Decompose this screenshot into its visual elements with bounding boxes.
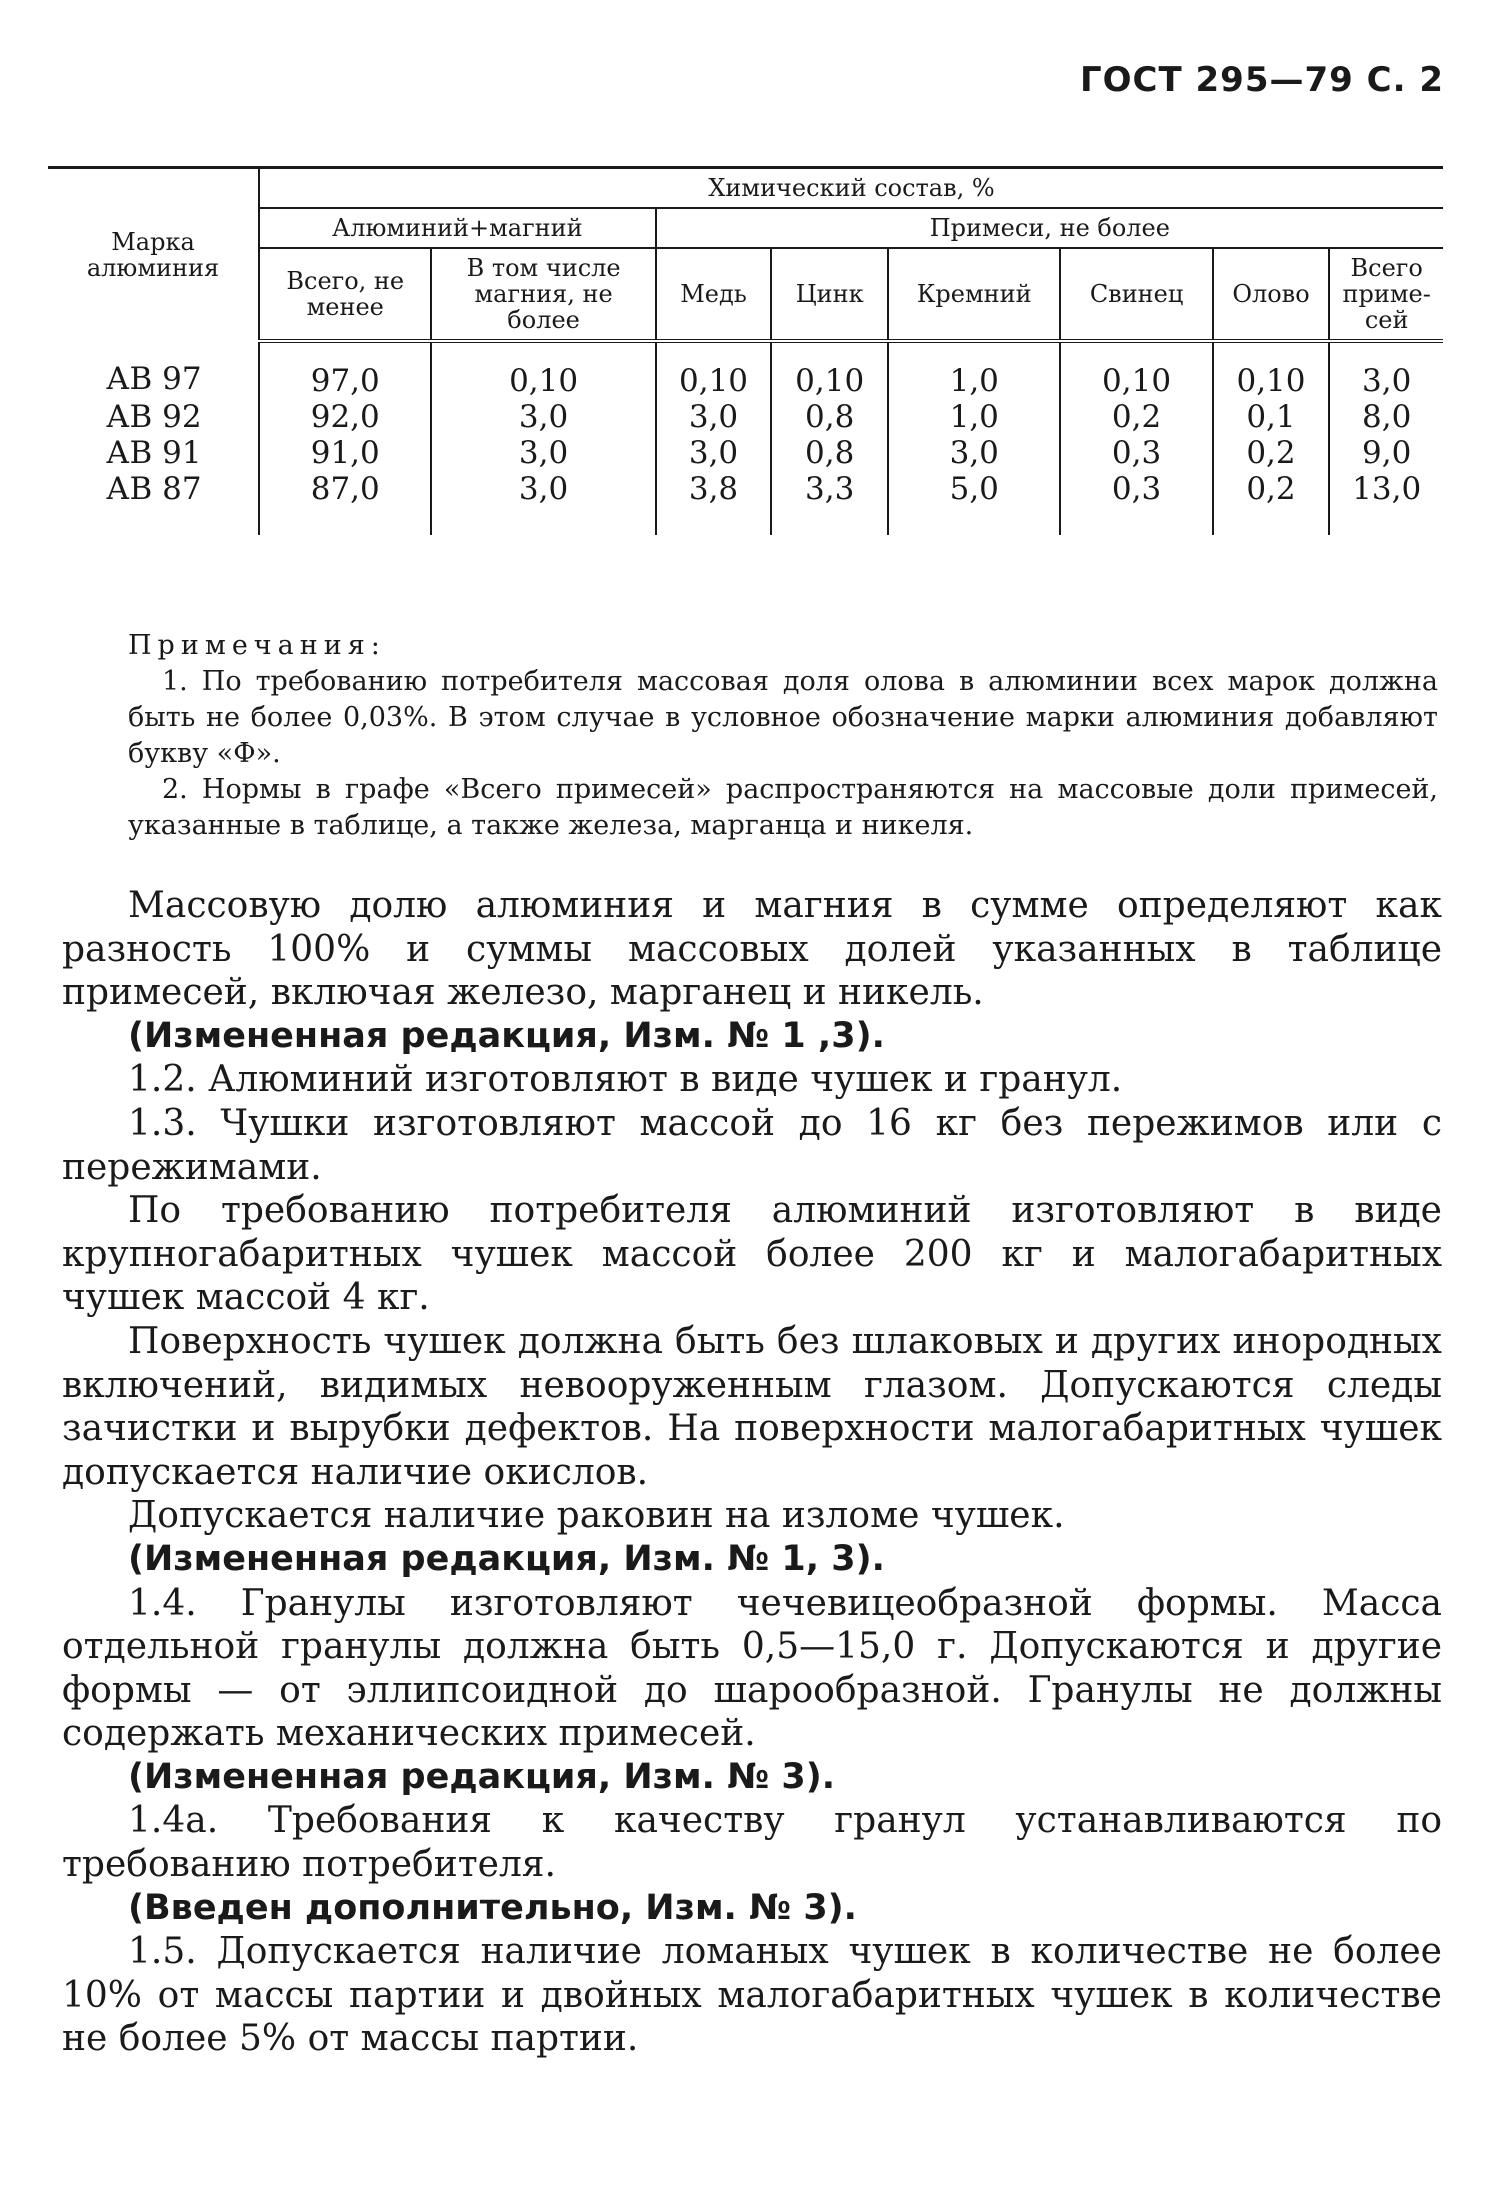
- grade-cell: АВ 97: [106, 361, 202, 397]
- pb-cell: 0,3: [1060, 471, 1212, 535]
- lead-header: Свинец: [1060, 248, 1212, 341]
- grade-cell: АВ 91: [106, 435, 202, 471]
- tin-header: Олово: [1213, 248, 1330, 341]
- si-cell: 3,0: [888, 435, 1060, 471]
- paragraph: 1.3. Чушки изготовляют массой до 16 кг без пережимов или с пережимами.: [62, 1102, 1442, 1188]
- cu-cell: 3,8: [656, 471, 772, 535]
- paragraph: По требованию потребителя алюминий изготовляют в виде крупногабаритных чушек массой более 200 кг и малогабаритных чушек массой 4 кг.: [62, 1190, 1442, 1319]
- grade-header: Марка алюминия: [48, 168, 259, 342]
- total-impurities-header: Всего приме-сей: [1329, 248, 1443, 341]
- sn-cell: 0,2: [1213, 435, 1330, 471]
- cu-cell: 3,0: [656, 399, 772, 435]
- notes-title: Примечания:: [128, 630, 386, 661]
- zn-cell: 0,10: [771, 341, 888, 399]
- pb-cell: 0,3: [1060, 435, 1212, 471]
- sn-cell: 0,2: [1213, 471, 1330, 535]
- paragraph: Допускается наличие раковин на изломе чушек.: [128, 1495, 1065, 1537]
- pb-cell: 0,10: [1060, 341, 1212, 399]
- copper-header: Медь: [656, 248, 772, 341]
- zn-cell: 0,8: [771, 399, 888, 435]
- note-item: 2. Нормы в графе «Всего примесей» распространяются на массовые доли примесей, указанные в таблице, а также железа, марганца и никеля.: [128, 774, 1438, 841]
- grade-cell: АВ 92: [106, 399, 202, 435]
- al-mg-header: Алюминий+магний: [259, 208, 656, 248]
- table-row: [48, 341, 1443, 399]
- table-row: [48, 435, 1443, 471]
- table-row: [48, 399, 1443, 435]
- si-cell: 1,0: [888, 341, 1060, 399]
- total-min-header: Всего, не менее: [259, 248, 431, 341]
- table-notes: [128, 628, 1438, 844]
- sum-cell: 9,0: [1329, 435, 1443, 471]
- sn-cell: 0,10: [1213, 341, 1330, 399]
- sn-cell: 0,1: [1213, 399, 1330, 435]
- mg-cell: 3,0: [431, 435, 655, 471]
- sum-cell: 3,0: [1329, 341, 1443, 399]
- note-item: 1. По требованию потребителя массовая доля олова в алюминии всех марок должна быть не более 0,03%. В этом случае в условное обозначение марки алюминия добавляют букву «Ф».: [128, 666, 1438, 769]
- table-row: [48, 471, 1443, 535]
- mg-cell: 3,0: [431, 399, 655, 435]
- body-text: [62, 884, 1442, 2061]
- si-cell: 1,0: [888, 399, 1060, 435]
- page-header: ГОСТ 295—79 С. 2: [1079, 60, 1444, 100]
- paragraph: Массовую долю алюминия и магния в сумме определяют как разность 100% и суммы массовых долей указанных в таблице примесей, включая железо, марганец и никель.: [62, 885, 1442, 1014]
- total-cell: 87,0: [259, 471, 431, 535]
- composition-header: Химический состав, %: [259, 168, 1443, 209]
- paragraph: 1.2. Алюминий изготовляют в виде чушек и гранул.: [128, 1059, 1123, 1101]
- total-cell: 97,0: [259, 341, 431, 399]
- silicon-header: Кремний: [888, 248, 1060, 341]
- paragraph: 1.5. Допускается наличие ломаных чушек в количестве не более 10% от массы партии и двойных малогабаритных чушек в количестве не более 5% от массы партии.: [62, 1931, 1442, 2060]
- paragraph: Поверхность чушек должна быть без шлаковых и других инородных включений, видимых невооруженным глазом. Допускаются следы зачистки и вырубки дефектов. На поверхности малогабаритных чушек допускается наличие окислов.: [62, 1320, 1442, 1493]
- paragraph: 1.4а. Требования к качеству гранул устанавливаются по требованию потребителя.: [62, 1800, 1442, 1886]
- amendment-note: (Измененная редакция, Изм. № 1 ,3).: [128, 1015, 885, 1056]
- cu-cell: 3,0: [656, 435, 772, 471]
- pb-cell: 0,2: [1060, 399, 1212, 435]
- amendment-note: (Введен дополнительно, Изм. № 3).: [128, 1887, 857, 1928]
- zn-cell: 0,8: [771, 435, 888, 471]
- amendment-note: (Измененная редакция, Изм. № 3).: [128, 1756, 836, 1797]
- mg-max-header: В том числе магния, не более: [431, 248, 655, 341]
- mg-cell: 3,0: [431, 471, 655, 535]
- mg-cell: 0,10: [431, 341, 655, 399]
- sum-cell: 8,0: [1329, 399, 1443, 435]
- zinc-header: Цинк: [771, 248, 888, 341]
- total-cell: 92,0: [259, 399, 431, 435]
- zn-cell: 3,3: [771, 471, 888, 535]
- amendment-note: (Измененная редакция, Изм. № 1, 3).: [128, 1538, 885, 1579]
- cu-cell: 0,10: [656, 341, 772, 399]
- chemical-composition-table: [48, 166, 1443, 535]
- paragraph: 1.4. Гранулы изготовляют чечевицеобразной формы. Масса отдельной гранулы должна быть 0,5—15,0 г. Допускаются и другие формы — от эллипсоидной до шарообразной. Гранулы не должны содержать механических примесей.: [62, 1582, 1442, 1755]
- impurities-header: Примеси, не более: [656, 208, 1443, 248]
- grade-cell: АВ 87: [106, 471, 202, 507]
- total-cell: 91,0: [259, 435, 431, 471]
- sum-cell: 13,0: [1329, 471, 1443, 535]
- si-cell: 5,0: [888, 471, 1060, 535]
